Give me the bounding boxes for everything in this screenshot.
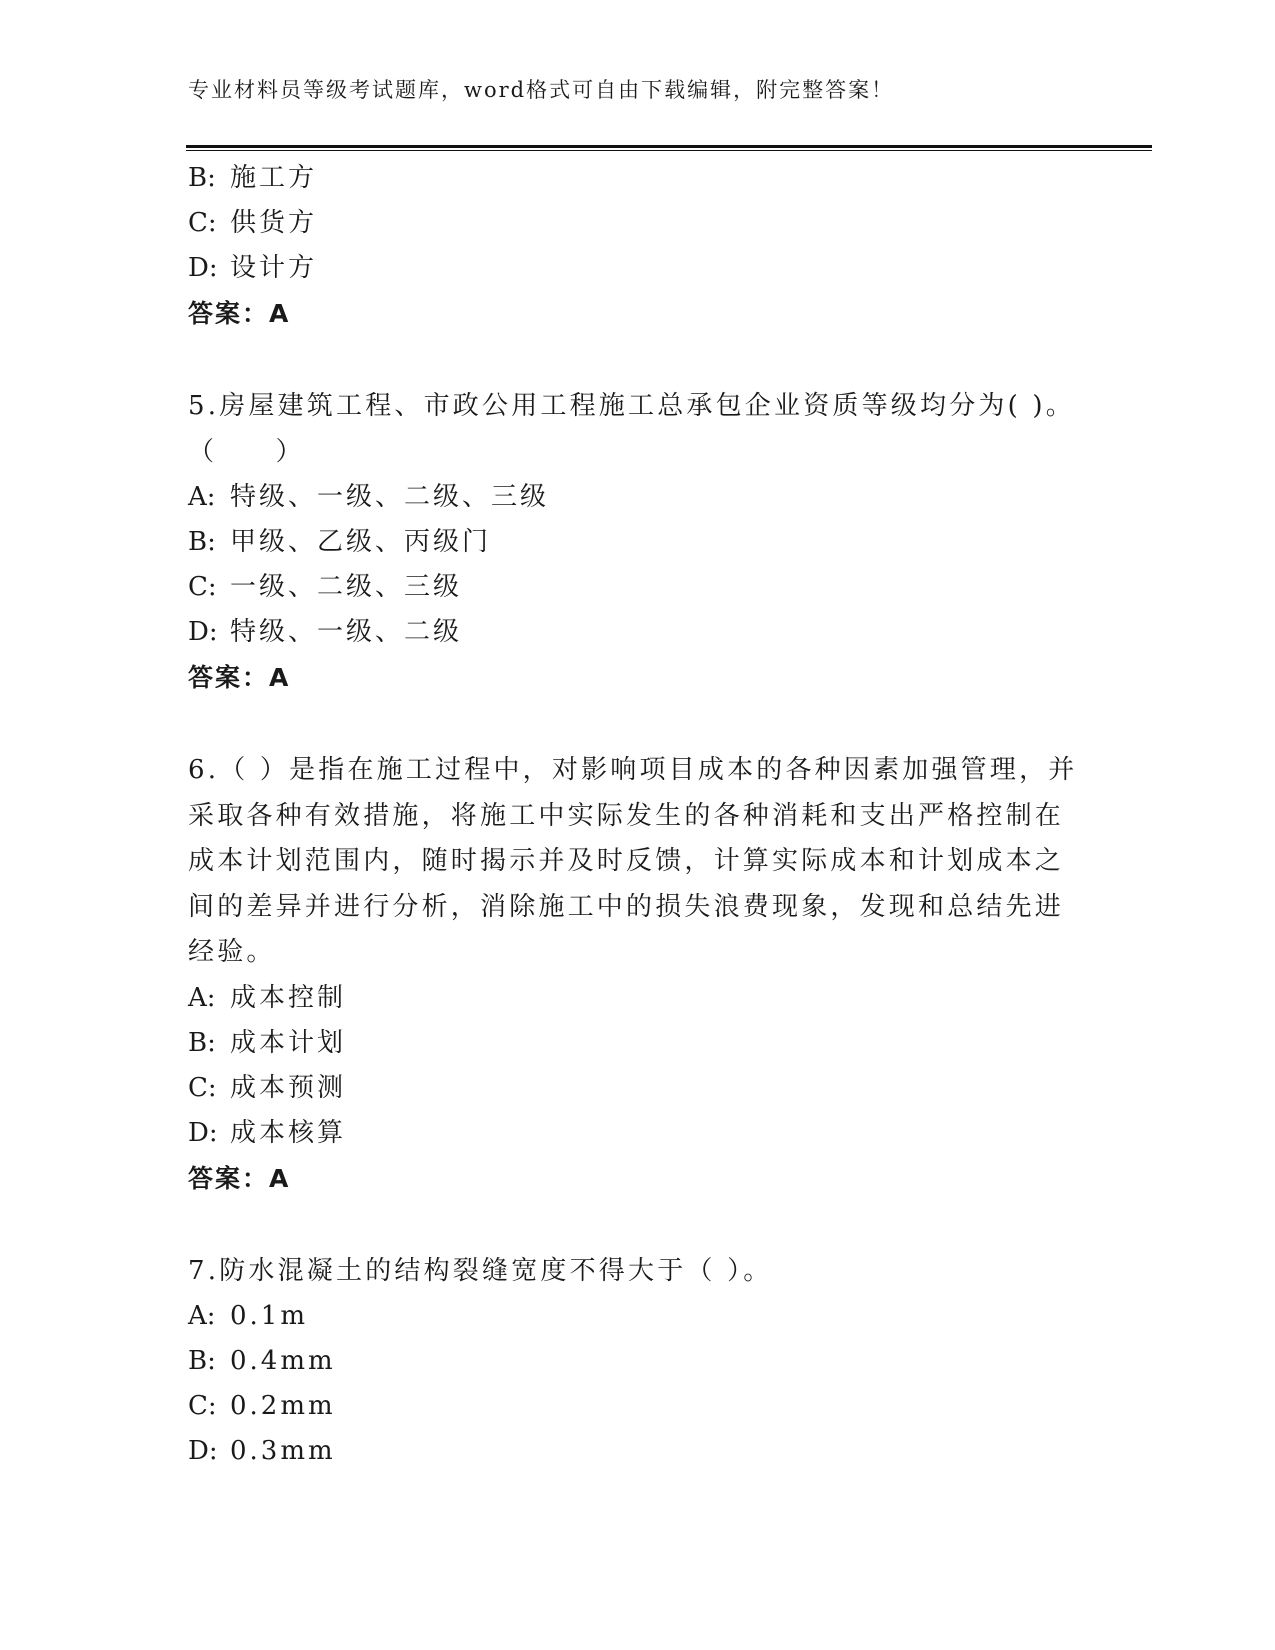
option-c <box>188 565 1088 610</box>
answer-line: 答案：A <box>188 663 291 692</box>
option-text: 0.2mm <box>230 1391 336 1421</box>
option-letter: B: <box>188 163 216 193</box>
option-text: 成本预测 <box>230 1072 347 1103</box>
option-letter: B: <box>188 527 216 557</box>
option-d <box>188 246 1088 291</box>
option-text: 0.4mm <box>230 1346 336 1376</box>
option-a <box>188 1294 1088 1339</box>
question-7 <box>188 1249 1088 1475</box>
option-c <box>188 1066 1088 1111</box>
option-letter: B: <box>188 1346 216 1376</box>
option-text: 设计方 <box>230 253 318 283</box>
option-text: 甲级、乙级、丙级门 <box>230 527 492 557</box>
question-stem <box>188 748 1088 976</box>
document-body <box>188 156 1088 1474</box>
header-rule-thin <box>186 150 1152 151</box>
answer-line: 答案：A <box>188 299 291 328</box>
option-letter: D: <box>188 1436 218 1466</box>
option-letter: A: <box>188 982 216 1013</box>
option-letter: C: <box>188 572 217 602</box>
option-b <box>188 520 1088 565</box>
option-letter: C: <box>188 208 217 238</box>
header-rule-thick <box>186 145 1152 148</box>
stem-line: 6.（ ）是指在施工过程中，对影响项目成本的各种因素加强管理，并 <box>188 755 1078 785</box>
option-letter: D: <box>188 253 218 283</box>
option-b <box>188 1339 1088 1384</box>
option-letter: C: <box>188 1072 217 1103</box>
stem-line: （ ） <box>188 436 305 467</box>
question-5 <box>188 384 1088 700</box>
option-c <box>188 201 1088 246</box>
option-b <box>188 1021 1088 1066</box>
option-c <box>188 1384 1088 1429</box>
option-text: 成本核算 <box>230 1117 347 1148</box>
answer-line: 答案：A <box>188 1163 291 1193</box>
option-d <box>188 610 1088 655</box>
question-6 <box>188 748 1088 1201</box>
option-letter: D: <box>188 617 218 647</box>
question-4-options <box>188 156 1088 336</box>
option-text: 特级、一级、二级、三级 <box>230 482 550 512</box>
stem-line: 采取各种有效措施，将施工中实际发生的各种消耗和支出严格控制在 <box>188 800 1065 831</box>
option-text: 0.1m <box>230 1301 309 1331</box>
question-stem <box>188 384 1088 475</box>
stem-line: 经验。 <box>188 937 276 967</box>
option-d <box>188 1429 1088 1474</box>
option-text: 施工方 <box>230 163 318 193</box>
option-letter: A: <box>188 482 216 512</box>
page-header: 专业材料员等级考试题库，word格式可自由下载编辑，附完整答案！ <box>188 78 895 102</box>
option-letter: B: <box>188 1027 216 1058</box>
option-letter: A: <box>188 1301 216 1331</box>
option-letter: D: <box>188 1117 218 1148</box>
option-text: 一级、二级、三级 <box>230 572 463 602</box>
stem-line: 5.房屋建筑工程、市政公用工程施工总承包企业资质等级均分为( )。 <box>188 391 1075 421</box>
question-stem <box>188 1249 1088 1295</box>
stem-line: 成本计划范围内，随时揭示并及时反馈，计算实际成本和计划成本之 <box>188 846 1065 876</box>
option-a <box>188 976 1088 1021</box>
option-text: 成本控制 <box>230 982 347 1013</box>
option-text: 成本计划 <box>230 1027 347 1058</box>
option-d <box>188 1111 1088 1156</box>
option-letter: C: <box>188 1391 217 1421</box>
option-b <box>188 156 1088 201</box>
option-text: 供货方 <box>230 208 318 238</box>
option-a <box>188 475 1088 520</box>
option-text: 0.3mm <box>230 1436 336 1466</box>
option-text: 特级、一级、二级 <box>230 617 463 647</box>
stem-line: 7.防水混凝土的结构裂缝宽度不得大于（ ）。 <box>188 1255 773 1286</box>
stem-line: 间的差异并进行分析，消除施工中的损失浪费现象，发现和总结先进 <box>188 891 1065 922</box>
